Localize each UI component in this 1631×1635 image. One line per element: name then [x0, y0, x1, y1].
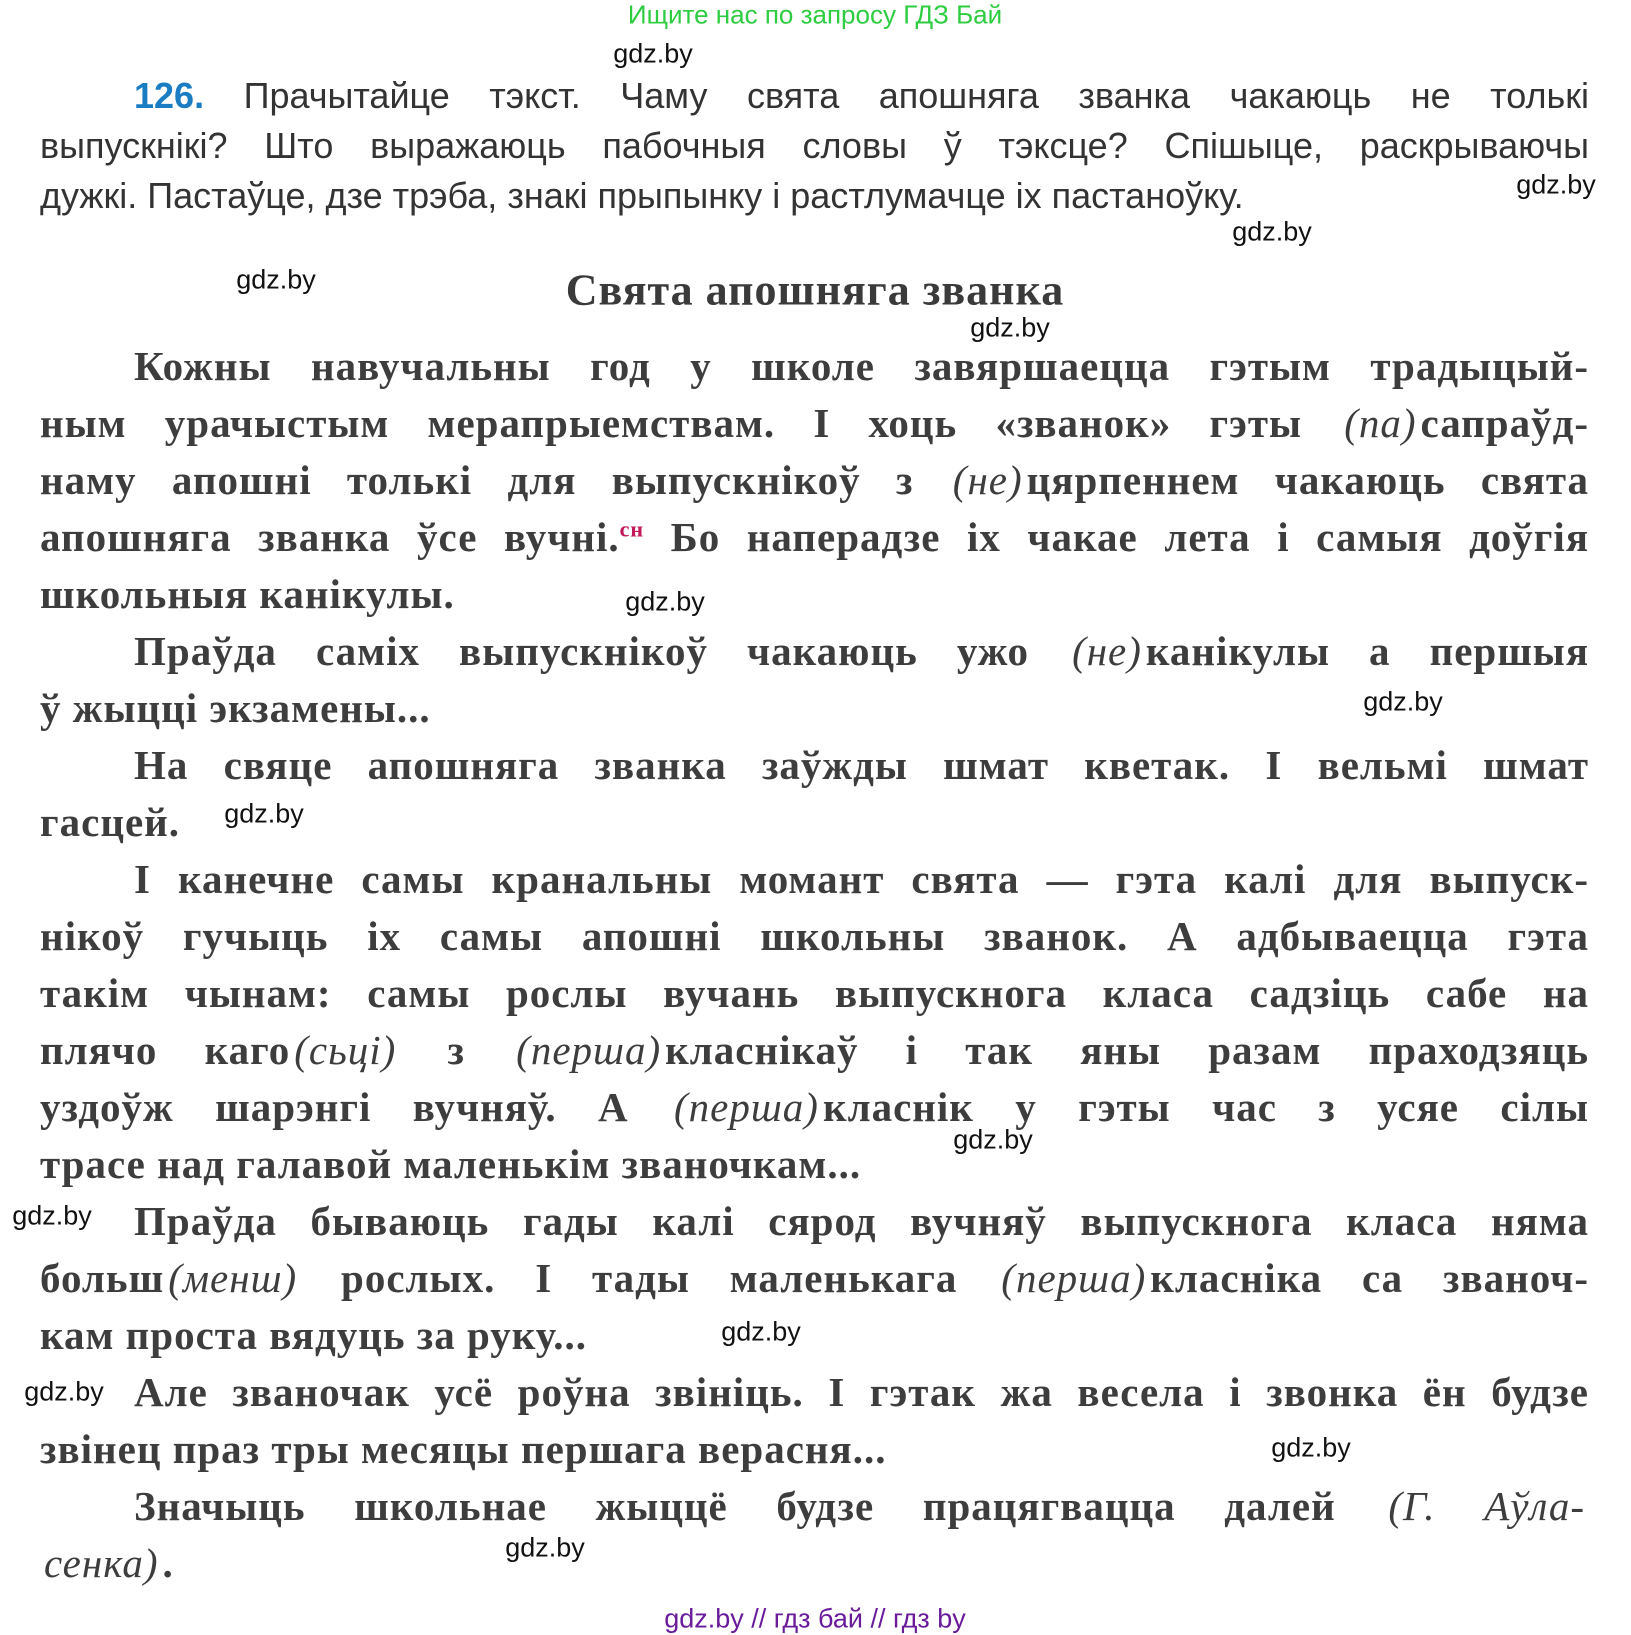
text-segment: канікулы а першыя: [1145, 628, 1590, 674]
text-line: [40, 1250, 1589, 1307]
text-segment: Значыць школьнае жыццё будзе працягвацца далей: [134, 1483, 1385, 1529]
watermark: gdz.by: [721, 1316, 801, 1347]
watermark: gdz.by: [613, 38, 693, 69]
text-line: [40, 1307, 1589, 1364]
text-body: [40, 338, 1589, 1592]
text-segment: класніка са званоч-: [1150, 1255, 1590, 1301]
text-segment: наму апошні толькі для выпускнікоў з: [40, 457, 949, 503]
text-segment: Праўда саміх выпускнікоў чакаюць ужо: [134, 628, 1069, 674]
superscript-mark: сн: [619, 516, 645, 542]
task-line: [40, 71, 1589, 121]
text-segment: Кожны навучальны год у школе завяршаецца гэтым традыцый-: [134, 343, 1589, 389]
text-segment: І канечне самы кранальны момант свята — гэта калі для выпуск-: [134, 856, 1589, 902]
text-line: [40, 1421, 1589, 1478]
search-banner: Ищите нас по запросу ГДЗ Бай: [627, 0, 1003, 30]
watermark: gdz.by: [236, 264, 316, 295]
text-line: [40, 1478, 1589, 1535]
watermark: gdz.by: [24, 1376, 104, 1407]
text-segment: .: [162, 1540, 174, 1586]
text-segment: школьныя канікулы.: [40, 571, 455, 617]
text-segment: Але званочак усё роўна звініць. І гэтак жа весела і звонка ён будзе: [134, 1369, 1589, 1415]
italic-segment: (перша): [516, 1027, 662, 1073]
text-segment: сапраўд-: [1420, 400, 1589, 446]
text-line: [40, 1364, 1589, 1421]
text-line: [40, 452, 1589, 509]
watermark: gdz.by: [12, 1200, 92, 1231]
italic-segment: (па): [1344, 400, 1417, 446]
text-segment: рослых. І тады маленькага: [301, 1255, 998, 1301]
text-segment: такім чынам: самы рослы вучань выпускнога класа садзіць сабе на: [40, 970, 1589, 1016]
text-segment: ў жыцці экзамены...: [40, 685, 431, 731]
watermark: gdz.by: [970, 312, 1050, 343]
task-instruction: [40, 71, 1589, 221]
text-line: [40, 737, 1589, 794]
text-title: Свята апошняга званка: [565, 265, 1065, 315]
text-segment: Бо наперадзе іх чакае лета і самыя доўгія: [644, 514, 1590, 560]
text-line: [40, 395, 1589, 452]
italic-segment: (Г. Аўла-: [1388, 1483, 1585, 1529]
task-line: дужкі. Пастаўце, дзе трэба, знакі прыпынку і растлумачце іх пастаноўку.: [40, 175, 1244, 216]
italic-segment: (перша): [1001, 1255, 1147, 1301]
text-line: [40, 965, 1589, 1022]
text-line: [40, 623, 1589, 680]
task-number: 126.: [134, 75, 205, 116]
text-line: [40, 338, 1589, 395]
watermark: gdz.by: [953, 1124, 1033, 1155]
watermark: gdz.by: [1271, 1432, 1351, 1463]
text-line: [40, 1532, 1589, 1592]
text-segment: Праўда бываюць гады калі сярод вучняў выпускнога класа няма: [134, 1198, 1589, 1244]
text-line: [40, 566, 1589, 623]
text-line: [40, 509, 1589, 566]
watermark: gdz.by: [1516, 169, 1596, 200]
text-segment: класнікаў і так яны разам праходзяць: [665, 1027, 1590, 1073]
text-line: [40, 851, 1589, 908]
text-segment: з: [400, 1027, 513, 1073]
text-segment: ным урачыстым мерапрыемствам. І хоць «званок» гэты: [40, 400, 1341, 446]
text-segment: гасцей.: [40, 799, 181, 845]
task-line: выпускнікі? Што выражаюць пабочныя словы ў тэксце? Спішыце, раскрываючы: [40, 125, 1589, 166]
italic-segment: (перша): [673, 1084, 819, 1130]
text-segment: апошняга званка ўсе вучні.: [40, 514, 620, 560]
watermark: gdz.by: [505, 1532, 585, 1563]
task-text: Прачытайце тэкст. Чаму свята апошняга званка чакаюць не толькі: [243, 75, 1589, 116]
text-segment: плячо каго: [40, 1027, 291, 1073]
italic-segment: (не): [1072, 628, 1142, 674]
text-segment: класнік у гэты час з усяе сілы: [822, 1084, 1589, 1130]
text-segment: кам проста вядуць за руку...: [40, 1312, 587, 1358]
text-segment: звінец праз тры месяцы першага верасня...: [40, 1426, 887, 1472]
italic-segment: (не): [952, 457, 1023, 503]
text-line: [40, 680, 1589, 737]
italic-segment: (менш): [168, 1255, 298, 1301]
text-line: [40, 1022, 1589, 1079]
italic-segment: (сьці): [294, 1027, 397, 1073]
text-line: [40, 1136, 1589, 1193]
watermark: gdz.by: [625, 586, 705, 617]
text-line: [40, 1193, 1589, 1250]
text-segment: цярпеннем чакаюць свята: [1026, 457, 1589, 503]
italic-segment: сенка): [44, 1540, 159, 1586]
footer-watermark: gdz.by // гдз бай // гдз by: [664, 1603, 966, 1634]
text-segment: нікоў гучыць іх самы апошні школьны званок. А адбываецца гэта: [40, 913, 1589, 959]
text-segment: больш: [40, 1255, 165, 1301]
watermark: gdz.by: [224, 798, 304, 829]
watermark: gdz.by: [1363, 686, 1443, 717]
text-line: [40, 1079, 1589, 1136]
text-segment: трасе над галавой маленькім званочкам...: [40, 1141, 862, 1187]
watermark: gdz.by: [1232, 216, 1312, 247]
text-line: [40, 908, 1589, 965]
text-segment: На свяце апошняга званка заўжды шмат кветак. І вельмі шмат: [134, 742, 1589, 788]
text-segment: уздоўж шарэнгі вучняў. А: [40, 1084, 670, 1130]
